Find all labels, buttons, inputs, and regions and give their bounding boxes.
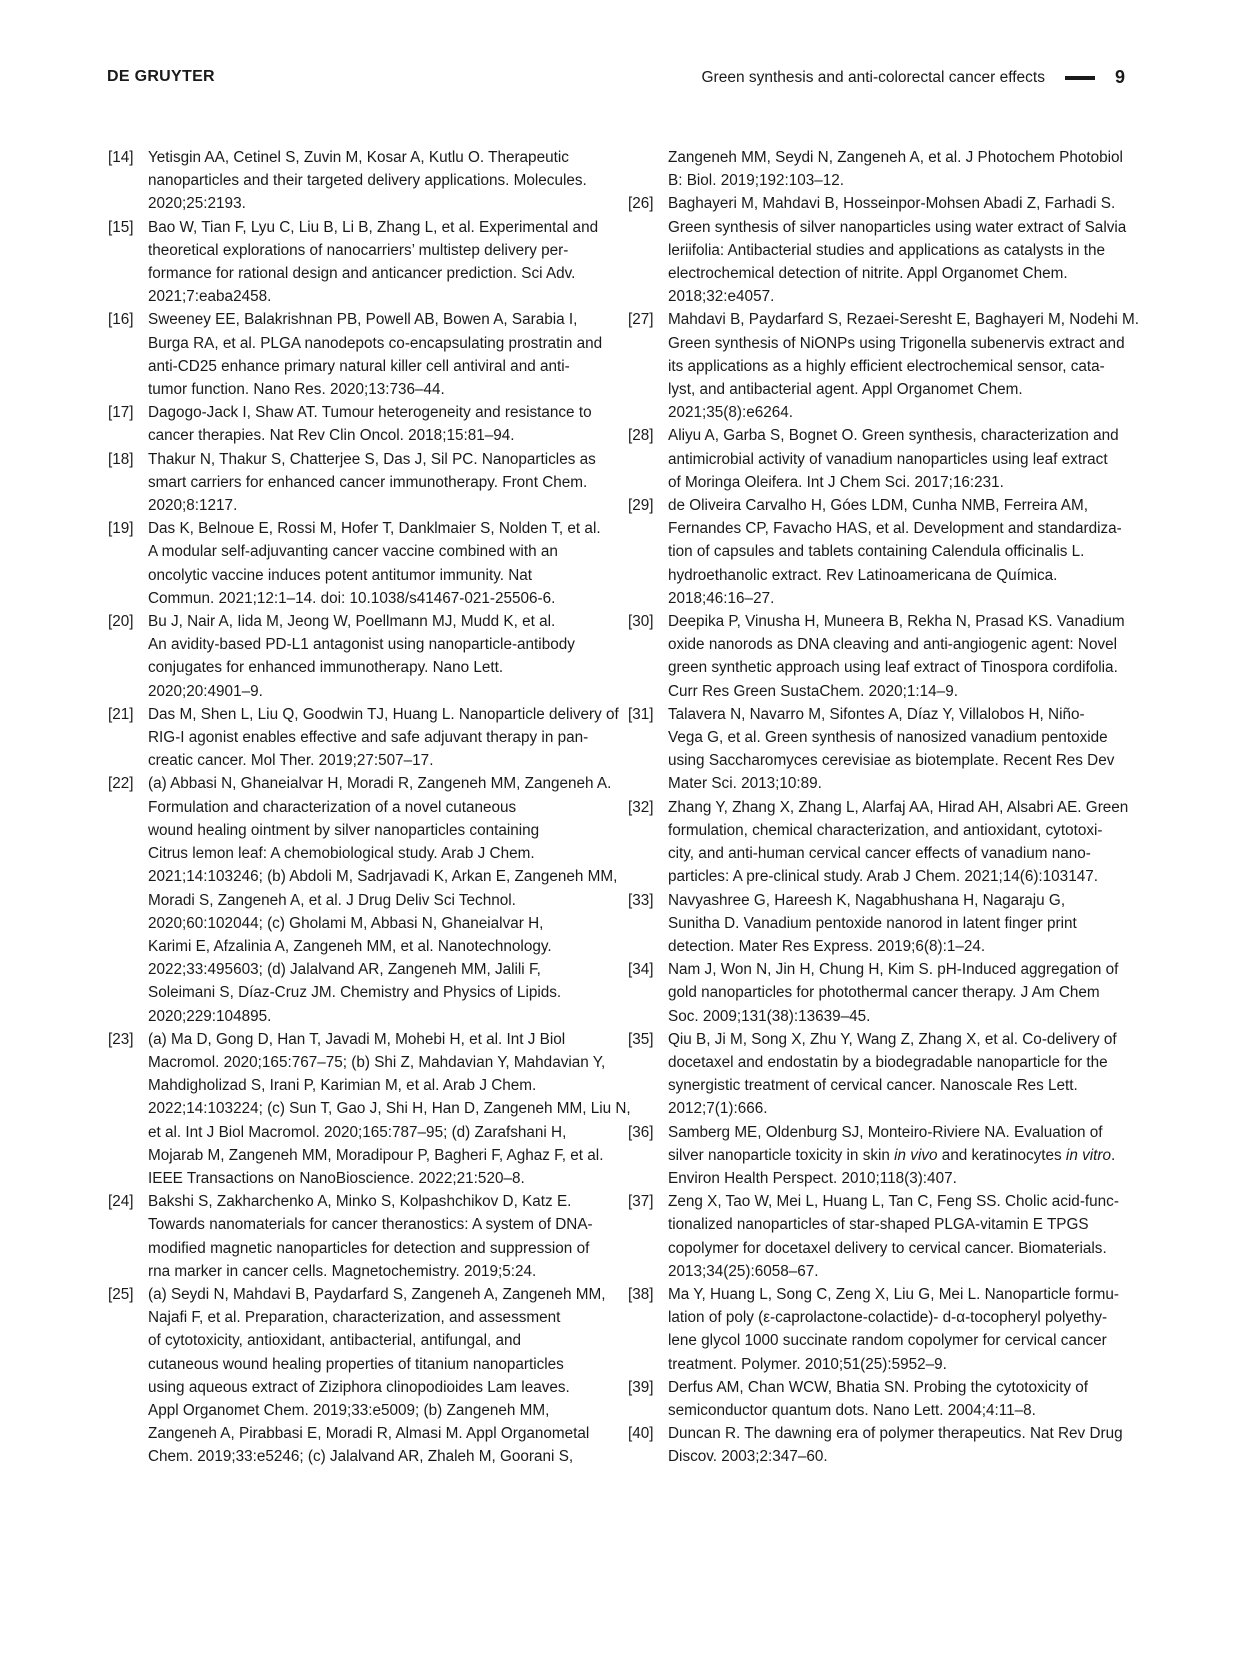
reference-line: de Oliveira Carvalho H, Góes LDM, Cunha NMB, Ferreira AM, [668,497,1088,515]
reference-line: Qiu B, Ji M, Song X, Zhu Y, Wang Z, Zhang X, et al. Co-delivery of [668,1030,1117,1048]
reference-line: theoretical explorations of nanocarriers’ multistep delivery per- [148,241,569,259]
reference-line: Mater Sci. 2013;10:89. [668,775,822,793]
reference-line: Appl Organomet Chem. 2019;33:e5009; (b) Zangeneh MM, [148,1401,550,1419]
reference-entry [108,216,628,309]
reference-number: [33] [628,891,654,909]
reference-line: Talavera N, Navarro M, Sifontes A, Díaz Y, Villalobos H, Niño- [668,705,1085,723]
reference-line: its applications as a highly efficient electrochemical sensor, cata- [668,357,1105,375]
reference-number: [21] [108,705,134,723]
reference-line: creatic cancer. Mol Ther. 2019;27:507–17. [148,752,434,770]
reference-line: nanoparticles and their targeted delivery applications. Molecules. [148,172,587,190]
reference-line: Yetisgin AA, Cetinel S, Zuvin M, Kosar A, Kutlu O. Therapeutic [148,149,569,166]
reference-line: antimicrobial activity of vanadium nanoparticles using leaf extract [668,450,1108,468]
reference-line: rna marker in cancer cells. Magnetochemistry. 2019;5:24. [148,1262,537,1280]
reference-line: Chem. 2019;33:e5246; (c) Jalalvand AR, Zhaleh M, Goorani S, [148,1448,574,1466]
reference-line: Mojarab M, Zangeneh MM, Moradipour P, Bagheri F, Aghaz F, et al. [148,1146,604,1164]
reference-line: Thakur N, Thakur S, Chatterjee S, Das J, Sil PC. Nanoparticles as [148,450,596,468]
reference-line: 2020;229:104895. [148,1007,272,1025]
reference-line: using Saccharomyces cerevisiae as biotemplate. Recent Res Dev [668,752,1115,770]
reference-entry [628,1422,1148,1468]
reference-entry [628,146,1148,192]
reference-line [668,1144,1148,1167]
reference-line: Karimi E, Afzalinia A, Zangeneh MM, et al. Nanotechnology. [148,937,552,955]
reference-entry [108,146,628,216]
reference-entry [628,1028,1148,1121]
reference-line: Bakshi S, Zakharchenko A, Minko S, Kolpashchikov D, Katz E. [148,1193,572,1211]
reference-line: 2022;14:103224; (c) Sun T, Gao J, Shi H, Han D, Zangeneh MM, Liu N, [148,1100,631,1118]
reference-line: 2020;60:102044; (c) Gholami M, Abbasi N, Ghaneialvar H, [148,914,544,932]
reference-line: Zhang Y, Zhang X, Zhang L, Alarfaj AA, Hirad AH, Alsabri AE. Green [668,798,1129,816]
reference-line: Fernandes CP, Favacho HAS, et al. Development and standardiza- [668,520,1122,538]
reference-line: Bu J, Nair A, Iida M, Jeong W, Poellmann MJ, Mudd K, et al. [148,613,556,631]
reference-entry [628,1376,1148,1422]
reference-number: [14] [108,149,134,166]
reference-line: Deepika P, Vinusha H, Muneera B, Rekha N, Prasad KS. Vanadium [668,613,1125,631]
references-right-column [628,146,1148,1469]
reference-number: [40] [628,1425,654,1443]
reference-line: conjugates for enhanced immunotherapy. Nano Lett. [148,659,504,677]
reference-line: electrochemical detection of nitrite. Appl Organomet Chem. [668,265,1068,283]
reference-number: [31] [628,705,654,723]
text-segment: and keratinocytes [937,1146,1066,1164]
reference-line: using aqueous extract of Ziziphora clinopodioides Lam leaves. [148,1378,570,1396]
reference-number: [24] [108,1193,134,1211]
reference-line: Macromol. 2020;165:767–75; (b) Shi Z, Mahdavian Y, Mahdavian Y, [148,1053,606,1071]
reference-line: Das K, Belnoue E, Rossi M, Hofer T, Danklmaier S, Nolden T, et al. [148,520,601,538]
reference-line: tionalized nanoparticles of star-shaped PLGA-vitamin E TPGS [668,1216,1089,1234]
reference-line: B: Biol. 2019;192:103–12. [668,172,845,190]
reference-line: Mahdavi B, Paydarfard S, Rezaei-Seresht E, Baghayeri M, Nodehi M. [668,311,1140,329]
reference-line: formance for rational design and anticancer prediction. Sci Adv. [148,265,576,283]
reference-entry [108,308,628,401]
reference-entry [628,308,1148,424]
reference-line: Baghayeri M, Mahdavi B, Hosseinpor-Mohsen Abadi Z, Farhadi S. [668,195,1116,213]
reference-entry [628,1190,1148,1283]
reference-line: oncolytic vaccine induces potent antitumor immunity. Nat [148,566,533,584]
reference-entry [628,889,1148,959]
italic-text: in vitro [1065,1146,1111,1164]
reference-number: [25] [108,1285,134,1303]
reference-line: Moradi S, Zangeneh A, et al. J Drug Deliv Sci Technol. [148,891,516,909]
reference-number: [34] [628,961,654,979]
reference-line: treatment. Polymer. 2010;51(25):5952–9. [668,1355,947,1373]
reference-number: [39] [628,1378,654,1396]
reference-number: [35] [628,1030,654,1048]
reference-number: [15] [108,218,134,236]
reference-line: Soleimani S, Díaz-Cruz JM. Chemistry and Physics of Lipids. [148,984,562,1002]
reference-line: Zangeneh A, Pirabbasi E, Moradi R, Almasi M. Appl Organometal [148,1425,590,1443]
reference-line: detection. Mater Res Express. 2019;6(8):1–24. [668,937,986,955]
reference-number: [19] [108,520,134,538]
reference-entry [628,958,1148,1028]
reference-entry [628,703,1148,796]
reference-line: of Moringa Oleifera. Int J Chem Sci. 2017;16:231. [668,473,1004,491]
reference-number: [28] [628,427,654,445]
reference-number: [23] [108,1030,134,1048]
reference-line: Das M, Shen L, Liu Q, Goodwin TJ, Huang L. Nanoparticle delivery of [148,705,619,723]
reference-line: (a) Abbasi N, Ghaneialvar H, Moradi R, Zangeneh MM, Zangeneh A. [148,775,612,793]
header-dash-divider [1065,76,1095,80]
reference-entry [108,448,628,518]
reference-number: [38] [628,1285,654,1303]
reference-line: formulation, chemical characterization, and antioxidant, cytotoxi- [668,821,1103,839]
reference-line: IEEE Transactions on NanoBioscience. 2022;21:520–8. [148,1169,525,1187]
reference-line: 2018;46:16–27. [668,589,775,607]
reference-line: tion of capsules and tablets containing Calendula officinalis L. [668,543,1085,561]
reference-number: [27] [628,311,654,329]
reference-line: Derfus AM, Chan WCW, Bhatia SN. Probing the cytotoxicity of [668,1378,1088,1396]
reference-entry [628,494,1148,610]
reference-entry [108,610,628,703]
reference-line: 2020;20:4901–9. [148,682,263,700]
reference-line: gold nanoparticles for photothermal cancer therapy. J Am Chem [668,984,1100,1002]
reference-line: Discov. 2003;2:347–60. [668,1448,828,1466]
reference-line: lene glycol 1000 succinate random copolymer for cervical cancer [668,1332,1107,1350]
running-title: Green synthesis and anti-colorectal cancer effects [701,68,1045,86]
reference-line: tumor function. Nano Res. 2020;13:736–44. [148,381,445,399]
reference-number: [30] [628,613,654,631]
reference-line: wound healing ointment by silver nanoparticles containing [148,821,540,839]
reference-line: 2013;34(25):6058–67. [668,1262,819,1280]
reference-line: Soc. 2009;131(38):13639–45. [668,1007,871,1025]
reference-line: Environ Health Perspect. 2010;118(3):407. [668,1169,957,1187]
reference-entry [628,424,1148,494]
reference-number: [20] [108,613,134,631]
reference-line: Bao W, Tian F, Lyu C, Liu B, Li B, Zhang L, et al. Experimental and [148,218,599,236]
reference-line: Citrus lemon leaf: A chemobiological study. Arab J Chem. [148,845,535,863]
reference-line: docetaxel and endostatin by a biodegradable nanoparticle for the [668,1053,1108,1071]
reference-line: Dagogo-Jack I, Shaw AT. Tumour heterogeneity and resistance to [148,404,592,422]
reference-line: modified magnetic nanoparticles for detection and suppression of [148,1239,590,1257]
reference-entry [108,517,628,610]
reference-line: Formulation and characterization of a novel cutaneous [148,798,517,816]
references-left-column [108,146,631,1469]
reference-line: city, and anti-human cervical cancer effects of vanadium nano- [668,845,1091,863]
reference-line: leriifolia: Antibacterial studies and applications as catalysts in the [668,241,1106,259]
reference-number: [32] [628,798,654,816]
reference-number: [16] [108,311,134,329]
reference-entry [628,1283,1148,1376]
reference-line: An avidity-based PD-L1 antagonist using nanoparticle-antibody [148,636,575,654]
reference-entry [628,610,1148,703]
reference-line: 2021;14:103246; (b) Abdoli M, Sadrjavadi K, Arkan E, Zangeneh MM, [148,868,618,886]
reference-line: Zeng X, Tao W, Mei L, Huang L, Tan C, Feng SS. Cholic acid-func- [668,1193,1119,1211]
page-number: 9 [1114,67,1125,87]
reference-line: semiconductor quantum dots. Nano Lett. 2004;4:11–8. [668,1401,1036,1419]
reference-line: Nam J, Won N, Jin H, Chung H, Kim S. pH-Induced aggregation of [668,961,1119,979]
reference-number: [18] [108,450,134,468]
reference-line: Samberg ME, Oldenburg SJ, Monteiro-Riviere NA. Evaluation of [668,1123,1103,1141]
reference-entry [108,703,628,773]
reference-line: Green synthesis of silver nanoparticles using water extract of Salvia [668,218,1127,236]
reference-line: Mahdigholizad S, Irani P, Karimian M, et al. Arab J Chem. [148,1077,537,1095]
reference-line: synergistic treatment of cervical cancer. Nanoscale Res Lett. [668,1077,1078,1095]
reference-line: 2012;7(1):666. [668,1100,768,1118]
reference-line: 2021;35(8):e6264. [668,404,794,422]
text-segment: silver nanoparticle toxicity in skin [668,1146,895,1164]
reference-line: 2022;33:495603; (d) Jalalvand AR, Zangeneh MM, Jalili F, [148,961,541,979]
reference-entry [628,1121,1148,1191]
reference-line: Curr Res Green SustaChem. 2020;1:14–9. [668,682,958,700]
reference-line: cutaneous wound healing properties of titanium nanoparticles [148,1355,564,1373]
reference-number: [26] [628,195,654,213]
reference-line: Commun. 2021;12:1–14. doi: 10.1038/s41467-021-25506-6. [148,589,556,607]
reference-number: [29] [628,497,654,515]
running-header [702,67,1126,88]
publisher-name: DE GRUYTER [107,68,215,85]
reference-entry [108,1283,628,1469]
reference-entry [108,772,628,1027]
reference-line: RIG-I agonist enables effective and safe adjuvant therapy in pan- [148,729,589,747]
reference-line: A modular self-adjuvanting cancer vaccine combined with an [148,543,558,561]
reference-line: particles: A pre-clinical study. Arab J Chem. 2021;14(6):103147. [668,868,1098,886]
reference-line: Zangeneh MM, Seydi N, Zangeneh A, et al. J Photochem Photobiol [668,149,1123,166]
reference-line: lyst, and antibacterial agent. Appl Organomet Chem. [668,381,1023,399]
reference-number: [36] [628,1123,654,1141]
reference-line: Sweeney EE, Balakrishnan PB, Powell AB, Bowen A, Sarabia I, [148,311,578,329]
reference-line: smart carriers for enhanced cancer immunotherapy. Front Chem. [148,473,588,491]
reference-line: Burga RA, et al. PLGA nanodepots co-encapsulating prostratin and [148,334,603,352]
reference-line: hydroethanolic extract. Rev Latinoamericana de Química. [668,566,1058,584]
reference-number: [37] [628,1193,654,1211]
reference-line: of cytotoxicity, antioxidant, antibacterial, antifungal, and [148,1332,522,1350]
reference-entry [108,1028,631,1190]
reference-line: Sunitha D. Vanadium pentoxide nanorod in latent finger print [668,914,1077,932]
reference-line: Duncan R. The dawning era of polymer therapeutics. Nat Rev Drug [668,1425,1123,1443]
italic-text: in vivo [894,1146,938,1164]
reference-line: 2021;7:eaba2458. [148,288,272,306]
reference-line: Navyashree G, Hareesh K, Nagabhushana H, Nagaraju G, [668,891,1066,909]
reference-line: Green synthesis of NiONPs using Trigonella subenervis extract and [668,334,1125,352]
reference-line: Najafi F, et al. Preparation, characterization, and assessment [148,1309,561,1327]
reference-entry [628,796,1148,889]
reference-line: 2020;25:2193. [148,195,246,213]
reference-line: 2018;32:e4057. [668,288,775,306]
reference-line: Vega G, et al. Green synthesis of nanosized vanadium pentoxide [668,729,1108,747]
reference-line: Aliyu A, Garba S, Bognet O. Green synthesis, characterization and [668,427,1119,445]
text-segment: . [1110,1146,1116,1164]
reference-line: copolymer for docetaxel delivery to cervical cancer. Biomaterials. [668,1239,1107,1257]
reference-line: oxide nanorods as DNA cleaving and anti-angiogenic agent: Novel [668,636,1118,654]
reference-entry [108,1190,628,1283]
reference-line: green synthetic approach using leaf extract of Tinospora cordifolia. [668,659,1118,677]
reference-line: Towards nanomaterials for cancer theranostics: A system of DNA- [148,1216,593,1234]
reference-line: (a) Ma D, Gong D, Han T, Javadi M, Mohebi H, et al. Int J Biol [148,1030,566,1048]
reference-line: Ma Y, Huang L, Song C, Zeng X, Liu G, Mei L. Nanoparticle formu- [668,1285,1119,1303]
reference-line: (a) Seydi N, Mahdavi B, Paydarfard S, Zangeneh A, Zangeneh MM, [148,1285,606,1303]
reference-number: [17] [108,404,134,422]
reference-entry [108,401,628,447]
reference-line: anti-CD25 enhance primary natural killer cell antiviral and anti- [148,357,570,375]
reference-line: 2020;8:1217. [148,497,238,515]
reference-entry [628,192,1148,308]
reference-number: [22] [108,775,134,793]
reference-line: et al. Int J Biol Macromol. 2020;165:787–95; (d) Zarafshani H, [148,1123,567,1141]
reference-line: lation of poly (ε-caprolactone-colactide)- d-α-tocopheryl polyethy- [668,1309,1108,1327]
reference-line: cancer therapies. Nat Rev Clin Oncol. 2018;15:81–94. [148,427,515,445]
